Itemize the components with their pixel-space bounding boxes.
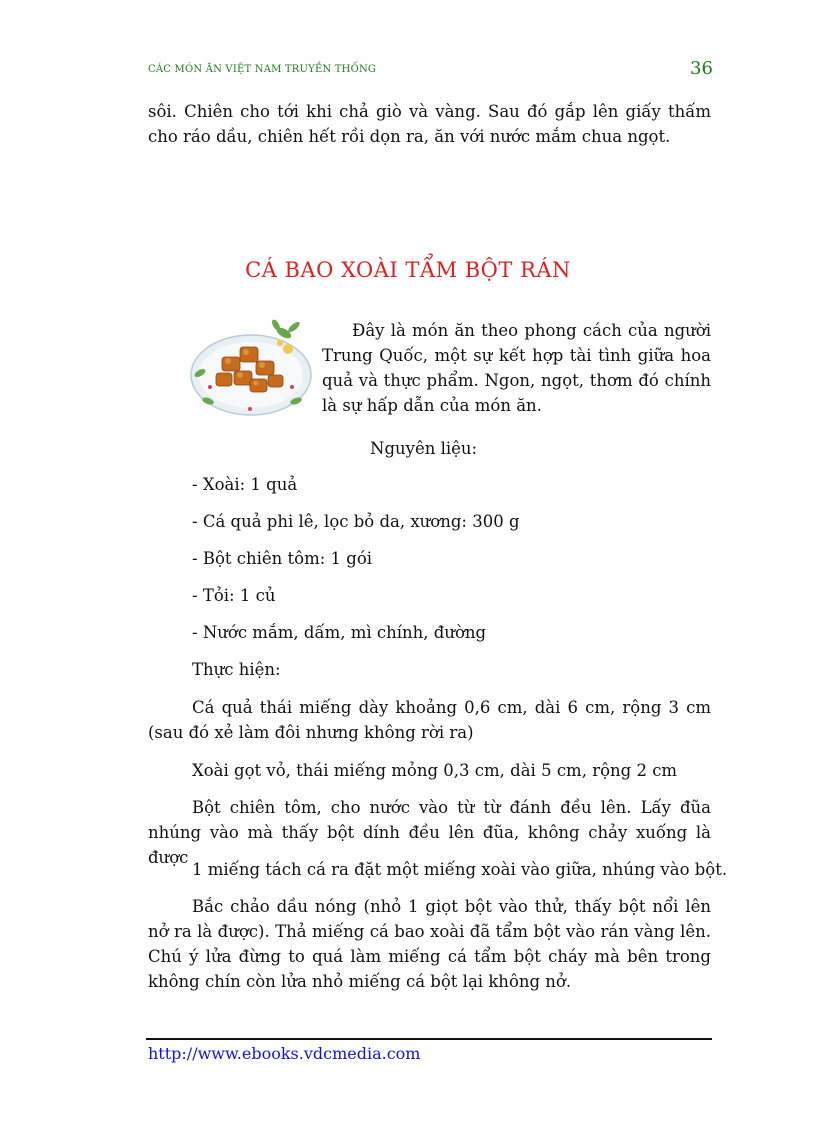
- ingredient-item: - Nước mắm, dấm, mì chính, đường: [192, 623, 487, 642]
- method-step: Bắc chảo dầu nóng (nhỏ 1 giọt bột vào thử, thấy bột nổi lên nở ra là được). Thả miếng cá bao xoài đã tẩm bột vào rán vàng lên. Chú ý lửa đừng to quá làm miếng cá tẩm bột cháy mà bên trong không chín còn lửa nhỏ miếng cá bột lại không nở.: [148, 897, 711, 991]
- method-step: 1 miếng tách cá ra đặt một miếng xoài vào giữa, nhúng vào bột.: [192, 860, 728, 879]
- ingredient-item: - Xoài: 1 quả: [192, 475, 298, 494]
- method-step: Xoài gọt vỏ, thái miếng mỏng 0,3 cm, dài 5 cm, rộng 2 cm: [192, 761, 678, 780]
- method-heading: Thực hiện:: [192, 660, 281, 679]
- book-title: CÁC MÓN ĂN VIỆT NAM TRUYỀN THỐNG: [148, 64, 377, 75]
- intro-paragraph: sôi. Chiên cho tới khi chả giò và vàng. Sau đó gắp lên giấy thấm cho ráo dầu, chiên hết rồi dọn ra, ăn với nước mắm chua ngọt.: [148, 102, 711, 146]
- fried-fish-dish-photo: [188, 313, 314, 419]
- recipe-description: Đây là món ăn theo phong cách của người Trung Quốc, một sự kết hợp tài tình giữa hoa quả và thực phẩm. Ngon, ngọt, thơm đó chính là sự hấp dẫn của món ăn.: [322, 321, 711, 415]
- page-number: 36: [690, 58, 713, 79]
- method-step: Cá quả thái miếng dày khoảng 0,6 cm, dài 6 cm, rộng 3 cm (sau đó xẻ làm đôi nhưng không rời ra): [148, 698, 711, 742]
- ingredients-heading: Nguyên liệu:: [370, 439, 478, 458]
- footer-divider: [146, 1038, 712, 1040]
- recipe-title: CÁ BAO XOÀI TẨM BỘT RÁN: [245, 258, 571, 282]
- method-step: Bột chiên tôm, cho nước vào từ từ đánh đều lên. Lấy đũa nhúng vào mà thấy bột dính đều lên đũa, không chảy xuống là được: [148, 798, 711, 867]
- ingredient-item: - Bột chiên tôm: 1 gói: [192, 549, 373, 568]
- ingredient-item: - Tỏi: 1 củ: [192, 586, 276, 605]
- footer-website-link[interactable]: http://www.ebooks.vdcmedia.com: [148, 1044, 421, 1063]
- ingredient-item: - Cá quả phi lê, lọc bỏ da, xương: 300 g: [192, 512, 520, 531]
